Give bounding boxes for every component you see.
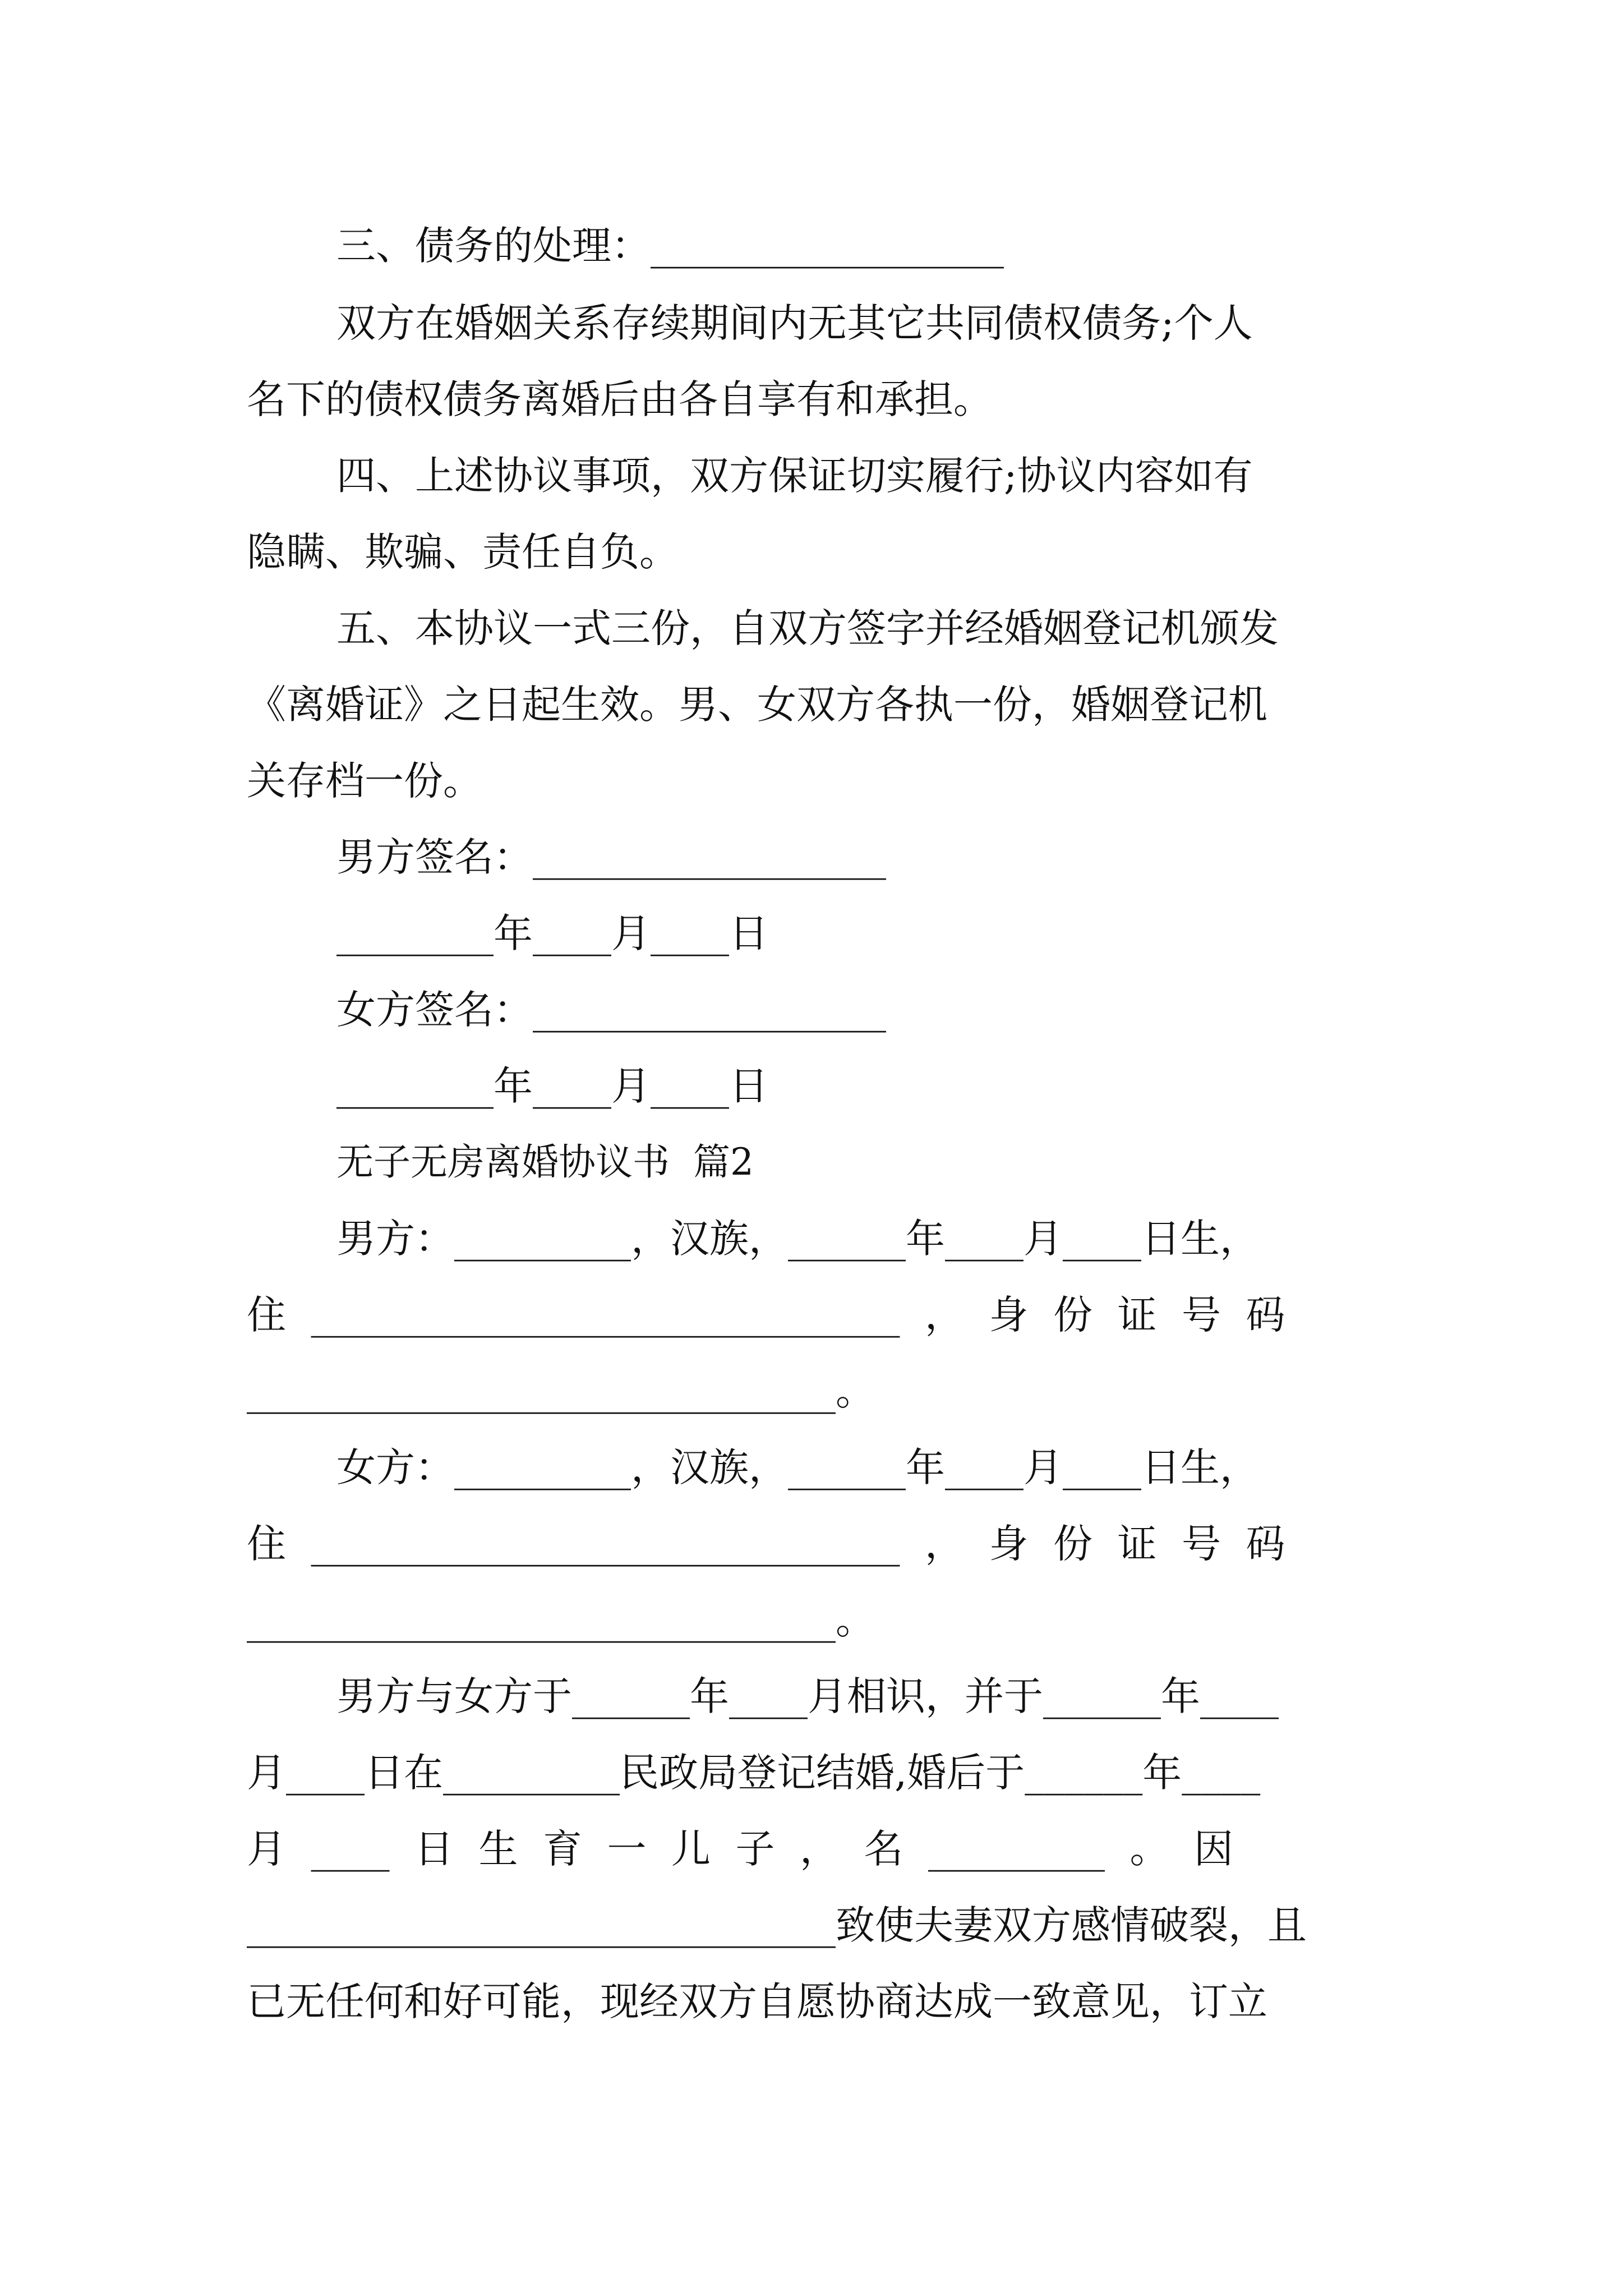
article2-male-line3: ______________________________。	[247, 1368, 875, 1414]
article2-background-line5: 已无任何和好可能，现经双方自愿协商达成一致意见，订立	[247, 1978, 1267, 2024]
article2-male-line2: 住 ______________________________ ， 身 份 证 号 码	[247, 1292, 1285, 1338]
female-date-line: ________年____月____日	[336, 1063, 768, 1109]
section5-line1: 五、本协议一式三份，自双方签字并经婚姻登记机颁发	[336, 605, 1279, 651]
male-signature-line: 男方签名：__________________	[336, 834, 886, 880]
section5-line2: 《离婚证》之日起生效。男、女双方各执一份，婚姻登记机	[247, 682, 1267, 728]
article2-male-line1: 男方：_________，汉族，______年____月____日生，	[336, 1216, 1259, 1262]
article2-female-line2: 住 ______________________________ ， 身 份 证 号 码	[247, 1521, 1285, 1567]
section3-heading: 三、债务的处理：__________________	[336, 223, 1004, 269]
article2-title: 无子无房离婚协议书 篇2	[336, 1140, 754, 1184]
article2-background-line2: 月____日在_________民政局登记结婚,婚后于______年____	[247, 1750, 1261, 1796]
section4-line2: 隐瞒、欺骗、责任自负。	[247, 529, 679, 575]
article2-background-line1: 男方与女方于______年____月相识，并于______年____	[336, 1673, 1279, 1719]
article2-background-line3: 月 ____ 日 生 育 一 儿 子 ， 名 _________ 。 因	[247, 1826, 1234, 1872]
section3-paragraph-line2: 名下的债权债务离婚后由各自享有和承担。	[247, 376, 993, 422]
article2-female-line1: 女方：_________，汉族，______年____月____日生，	[336, 1444, 1259, 1490]
article2-female-line3: ______________________________。	[247, 1597, 875, 1643]
article2-background-line4: ______________________________致使夫妻双方感情破裂，且	[247, 1902, 1307, 1948]
section4-line1: 四、上述协议事项，双方保证切实履行;协议内容如有	[336, 453, 1253, 499]
section3-paragraph-line1: 双方在婚姻关系存续期间内无其它共同债权债务;个人	[336, 300, 1253, 346]
section5-line3: 关存档一份。	[247, 758, 482, 804]
male-date-line: ________年____月____日	[336, 910, 768, 956]
female-signature-line: 女方签名：__________________	[336, 987, 886, 1033]
